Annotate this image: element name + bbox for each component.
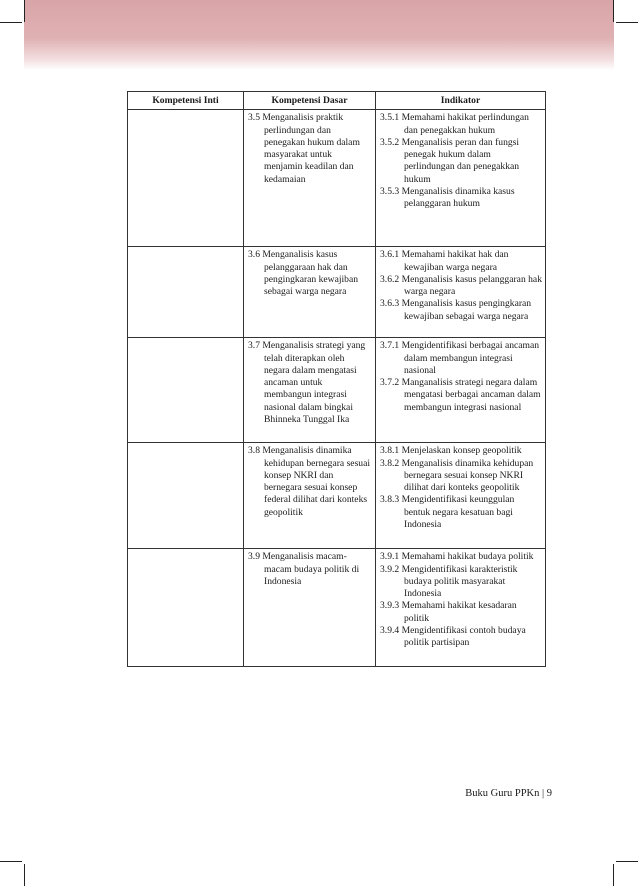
indicator-item: 3.8.3 Mengidentifikasi keunggulan bentuk negara kesatuan bagi Indonesia — [380, 494, 515, 531]
crop-mark — [613, 0, 614, 22]
indicator-item: 3.5.1 Memahami hakikat perlindungan dan penegakkan hukum — [380, 112, 529, 136]
kd-text: 3.5 Menganalisis praktik perlindungan dan penegakan hukum dalam masyarakat untuk menjamin keadilan dan kedamaian — [248, 112, 360, 185]
indicator-item: 3.6.2 Menganalisis kasus pelanggaran hak warga negara — [380, 273, 542, 298]
crop-mark — [24, 0, 25, 22]
indicator-item: 3.9.3 Memahami hakikat kesadaran politik — [380, 600, 517, 624]
kd-cell — [244, 110, 376, 247]
page-footer: Buku Guru PPKn | 9 — [465, 788, 552, 799]
kd-cell — [244, 338, 376, 443]
kd-cell — [244, 247, 376, 338]
ki-cell — [128, 549, 244, 667]
ki-cell — [128, 443, 244, 549]
indicator-item: 3.9.1 Memahami hakikat budaya politik — [380, 551, 534, 563]
indicator-item: 3.9.4 Mengidentifikasi contoh budaya politik partisipan — [380, 625, 526, 649]
table-row — [128, 443, 546, 549]
indicator-item: 3.6.3 Menganalisis kasus pengingkaran kewajiban sebagai warga negara — [380, 298, 532, 322]
table-row — [128, 247, 546, 338]
kd-cell — [244, 549, 376, 667]
ki-cell — [128, 338, 244, 443]
indicator-item: 3.7.1 Mengidentifikasi berbagai ancaman dalam membangun integrasi nasional — [380, 340, 540, 376]
crop-mark — [0, 861, 22, 862]
indicator-cell — [376, 247, 546, 338]
header-kompetensi-inti: Kompetensi Inti — [128, 92, 244, 110]
indicator-cell — [376, 110, 546, 247]
kd-cell — [244, 443, 376, 549]
table-header-row — [128, 92, 546, 110]
kd-text: 3.9 Menganalisis macam-macam budaya politik di Indonesia — [248, 551, 360, 587]
indicator-item: 3.8.1 Menjelaskan konsep geopolitik — [380, 445, 522, 457]
competency-table — [127, 91, 546, 667]
indicator-item: 3.6.1 Memahami hakikat hak dan kewajiban warga negara — [380, 249, 509, 273]
indicator-cell — [376, 443, 546, 549]
ki-cell — [128, 110, 244, 247]
indicator-item: 3.9.2 Mengidentifikasi karakteristik budaya politik masyarakat Indonesia — [380, 563, 518, 600]
indicator-item: 3.8.2 Menganalisis dinamika kehidupan bernegara sesuai konsep NKRI dilihat dari konteks geopolitik — [380, 457, 534, 494]
header-kompetensi-dasar: Kompetensi Dasar — [244, 92, 376, 110]
indicator-item: 3.5.3 Menganalisis dinamika kasus pelanggaran hukum — [380, 186, 515, 210]
header-indikator: Indikator — [376, 92, 546, 110]
crop-mark — [24, 864, 25, 886]
indicator-item: 3.5.2 Menganalisis peran dan fungsi penegak hukum dalam perlindungan dan penegakkan hukum — [380, 136, 520, 185]
crop-mark — [613, 864, 614, 886]
kd-text: 3.7 Menganalisis strategi yang telah diterapkan oleh negara dalam mengatasi ancaman untuk membangun integrasi nasional dalam bingkai Bhinneka Tunggal Ika — [248, 340, 366, 426]
header-band — [24, 0, 614, 70]
kd-text: 3.8 Menganalisis dinamika kehidupan bernegara sesuai konsep NKRI dan bernegara sesuai konsep federal dilihat dari konteks geopolitik — [248, 445, 371, 518]
crop-mark — [616, 861, 638, 862]
crop-mark — [0, 22, 22, 23]
table-row — [128, 338, 546, 443]
indicator-cell — [376, 338, 546, 443]
table-row — [128, 110, 546, 247]
indicator-cell — [376, 549, 546, 667]
indicator-item: 3.7.2 Manganalisis strategi negara dalam mengatasi berbagai ancaman dalam membangun integrasi nasional — [380, 377, 541, 413]
crop-mark — [616, 22, 638, 23]
ki-cell — [128, 247, 244, 338]
table-row — [128, 549, 546, 667]
kd-text: 3.6 Menganalisis kasus pelanggaraan hak dan pengingkaran kewajiban sebagai warga negara — [248, 249, 359, 298]
